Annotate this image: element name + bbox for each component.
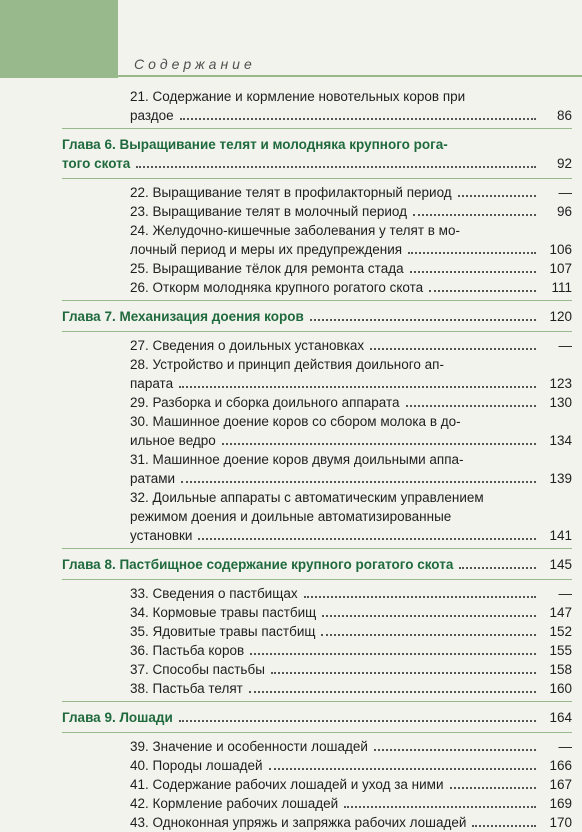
entry-title: ильное ведро xyxy=(130,433,216,448)
toc-section-entry[interactable] xyxy=(62,660,572,679)
entry-title: 29. Разборка и сборка доильного аппарата xyxy=(130,395,400,410)
entry-title: 38. Пастьба телят xyxy=(130,681,243,696)
page-number: 86 xyxy=(556,108,572,123)
entry-title: того скота xyxy=(62,156,131,171)
dot-leader xyxy=(429,290,536,292)
dot-leader xyxy=(271,672,536,674)
entry-text-line: 31. Машинное доение коров двумя доильными аппа- xyxy=(130,452,464,467)
entry-text-line: 24. Желудочно-кишечные заболевания у телят в мо- xyxy=(130,223,460,238)
page-number: — xyxy=(558,739,572,754)
toc-chapter-entry[interactable] xyxy=(62,555,572,574)
toc-section-entry[interactable] xyxy=(62,393,572,412)
dot-leader xyxy=(250,653,536,655)
page-number: 152 xyxy=(549,624,572,639)
page-number: 96 xyxy=(556,204,572,219)
page-title: Содержание xyxy=(134,56,256,72)
toc-chapter-entry[interactable] xyxy=(62,708,572,727)
dot-leader xyxy=(180,118,536,120)
toc-section-entry[interactable] xyxy=(62,641,572,660)
page-number: 169 xyxy=(549,796,572,811)
toc-section-entry[interactable] xyxy=(62,87,572,125)
page-number: 160 xyxy=(549,681,572,696)
entry-text-line: Глава 6. Выращивание телят и молодняка крупного рога- xyxy=(62,137,448,152)
entry-title: 23. Выращивание телят в молочный период xyxy=(130,204,407,219)
dot-leader xyxy=(374,749,536,751)
page-number: — xyxy=(558,586,572,601)
toc-section-entry[interactable] xyxy=(62,775,572,794)
entry-title: 40. Породы лошадей xyxy=(130,758,263,773)
page-number: 130 xyxy=(549,395,572,410)
page-number: 164 xyxy=(549,710,572,725)
toc-section-entry[interactable] xyxy=(62,737,572,756)
dot-leader xyxy=(450,787,537,789)
chapter-divider xyxy=(62,732,572,733)
toc-section-entry[interactable] xyxy=(62,259,572,278)
page-number: 141 xyxy=(549,528,572,543)
dot-leader xyxy=(179,386,536,388)
dot-leader xyxy=(310,319,536,321)
entry-title: ратами xyxy=(130,471,176,486)
toc-section-entry[interactable] xyxy=(62,794,572,813)
toc-section-entry[interactable] xyxy=(62,603,572,622)
page-number: — xyxy=(558,185,572,200)
dot-leader xyxy=(459,567,536,569)
entry-text-line: режимом доения и доильные автоматизированные xyxy=(130,509,452,524)
chapter-divider xyxy=(62,548,572,549)
page-number: 145 xyxy=(549,557,572,572)
toc-section-entry[interactable] xyxy=(62,202,572,221)
chapter-divider xyxy=(62,128,572,129)
page-number: 139 xyxy=(549,471,572,486)
toc-section-entry[interactable] xyxy=(62,221,572,259)
page-number: 120 xyxy=(549,309,572,324)
page-number: 167 xyxy=(549,777,572,792)
page-number: 166 xyxy=(549,758,572,773)
table-of-contents xyxy=(62,87,572,832)
dot-leader xyxy=(321,634,536,636)
page-number: 111 xyxy=(551,280,572,295)
dot-leader xyxy=(413,214,536,216)
dot-leader xyxy=(249,691,536,693)
toc-section-entry[interactable] xyxy=(62,336,572,355)
dot-leader xyxy=(408,252,536,254)
toc-section-entry[interactable] xyxy=(62,183,572,202)
entry-title: Глава 7. Механизация доения коров xyxy=(62,309,304,324)
chapter-divider xyxy=(62,579,572,580)
entry-title: 36. Пастьба коров xyxy=(130,643,245,658)
entry-title: 42. Кормление рабочих лошадей xyxy=(130,796,339,811)
entry-title: 39. Значение и особенности лошадей xyxy=(130,739,368,754)
page-number: 106 xyxy=(549,242,572,257)
dot-leader xyxy=(344,806,536,808)
dot-leader xyxy=(136,166,536,168)
toc-chapter-entry[interactable] xyxy=(62,307,572,326)
page-number: 155 xyxy=(549,643,572,658)
entry-text-line: 21. Содержание и кормление новотельных коров при xyxy=(130,89,466,104)
entry-text-line: 32. Доильные аппараты с автоматическим управлением xyxy=(130,490,484,505)
page-number: 147 xyxy=(549,605,572,620)
toc-section-entry[interactable] xyxy=(62,278,572,297)
chapter-divider xyxy=(62,701,572,702)
entry-title: 25. Выращивание тёлок для ремонта стада xyxy=(130,261,404,276)
entry-title: установки xyxy=(130,528,193,543)
dot-leader xyxy=(370,348,536,350)
chapter-divider xyxy=(62,331,572,332)
entry-title: 41. Содержание рабочих лошадей и уход за ними xyxy=(130,777,444,792)
toc-section-entry[interactable] xyxy=(62,622,572,641)
dot-leader xyxy=(304,596,536,598)
entry-title: Глава 8. Пастбищное содержание крупного рогатого скота xyxy=(62,557,454,572)
toc-section-entry[interactable] xyxy=(62,756,572,775)
dot-leader xyxy=(406,405,536,407)
dot-leader xyxy=(222,443,536,445)
dot-leader xyxy=(198,538,536,540)
dot-leader xyxy=(179,720,536,722)
entry-title: 27. Сведения о доильных установках xyxy=(130,338,365,353)
dot-leader xyxy=(269,768,536,770)
entry-title: парата xyxy=(130,376,174,391)
entry-title: 43. Одноконная упряжь и запряжка рабочих лошадей xyxy=(130,815,467,830)
chapter-divider xyxy=(62,300,572,301)
entry-title: Глава 9. Лошади xyxy=(62,710,173,725)
page-number: 170 xyxy=(549,815,572,830)
chapter-divider xyxy=(62,178,572,179)
entry-title: 35. Ядовитые травы пастбищ xyxy=(130,624,316,639)
toc-section-entry[interactable] xyxy=(62,412,572,450)
entry-title: 34. Кормовые травы пастбищ xyxy=(130,605,317,620)
entry-title: раздое xyxy=(130,108,174,123)
dot-leader xyxy=(410,271,536,273)
toc-section-entry[interactable] xyxy=(62,488,572,545)
entry-title: 22. Выращивание телят в профилакторный период xyxy=(130,185,452,200)
header-color-block xyxy=(0,0,118,78)
entry-title: лочный период и меры их предупреждения xyxy=(130,242,403,257)
toc-section-entry[interactable] xyxy=(62,450,572,488)
toc-section-entry[interactable] xyxy=(62,355,572,393)
page-number: 134 xyxy=(549,433,572,448)
page-number: 123 xyxy=(549,376,572,391)
entry-text-line: 28. Устройство и принцип действия доильного ап- xyxy=(130,357,444,372)
dot-leader xyxy=(472,825,536,827)
dot-leader xyxy=(458,195,536,197)
entry-text-line: 30. Машинное доение коров со сбором молока в до- xyxy=(130,414,461,429)
page-number: — xyxy=(558,338,572,353)
page-number: 92 xyxy=(556,156,572,171)
toc-section-entry[interactable] xyxy=(62,679,572,698)
dot-leader xyxy=(322,615,536,617)
dot-leader xyxy=(181,481,536,483)
entry-title: 26. Откорм молодняка крупного рогатого скота xyxy=(130,280,424,295)
header-rule xyxy=(118,75,582,77)
page-number: 158 xyxy=(549,662,572,677)
entry-title: 37. Способы пастьбы xyxy=(130,662,265,677)
toc-section-entry[interactable] xyxy=(62,584,572,603)
entry-title: 33. Сведения о пастбищах xyxy=(130,586,298,601)
toc-chapter-entry[interactable] xyxy=(62,135,572,173)
page-number: 107 xyxy=(549,261,572,276)
